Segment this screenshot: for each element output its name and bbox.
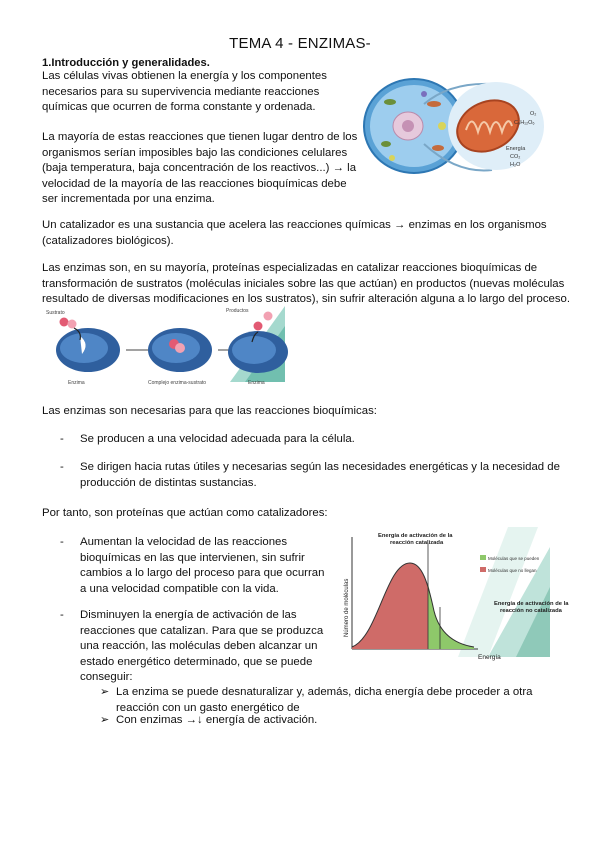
text-line: una reacción, las moléculas deben alcanzar un (80, 640, 318, 653)
text-line: Se dirigen hacia rutas útiles y necesarias según las necesidades energéticas y la necesidad de (80, 461, 560, 473)
text-line: cambios a lo largo del proceso para que ocurran (80, 567, 325, 580)
intro-paragraph-1 (42, 69, 327, 116)
text-line: Un catalizador es una sustancia que acelera las reacciones químicas → enzimas en los organismos (42, 219, 547, 231)
h2o-label: H₂O (510, 162, 521, 168)
enzyme-substrate-illustration (40, 306, 285, 388)
list-bullet: - (60, 461, 64, 473)
y-axis-label: Número de moléculas (344, 578, 350, 637)
text-line: organismos serían imposibles bajo las condiciones celulares (42, 146, 348, 159)
text-line: La enzima se puede desnaturalizar y, además, dicha energía debe proceder a otra (116, 686, 533, 698)
text-line: a una velocidad compatible con la vida. (80, 582, 279, 595)
catalyzed-label: reacción catalizada (390, 540, 444, 546)
text-line: (catalizadores biológicos). (42, 234, 174, 247)
o2-label: O₂ (530, 111, 537, 117)
text-line: Con enzimas →↓ energía de activación. (116, 714, 318, 726)
uncatalyzed-label: reacción no catalizada (500, 608, 562, 614)
text-line: necesarios para su supervivencia mediante reacciones (42, 85, 320, 98)
sub-list-item (116, 685, 532, 716)
list-bullet: - (60, 536, 64, 548)
complejo-label: Complejo enzima-sustrato (148, 380, 207, 386)
productos-label: Productos (226, 308, 249, 314)
catalysts-intro: Por tanto, son proteínas que actúan como catalizadores: (42, 507, 328, 519)
text-line: Las células vivas obtienen la energía y los componentes (42, 70, 327, 82)
intro-paragraph-2 (42, 130, 357, 208)
text-line: transformación de sustratos (moléculas iniciales sobre las que actúan) en productos (nuevas moléculas (42, 277, 565, 290)
text-line: velocidad de la mayoría de las reacciones bioquímicas debe (42, 177, 347, 190)
enzima-label: Enzima (68, 380, 85, 386)
list-item (80, 608, 323, 686)
text-line: producción de distintas sustancias. (80, 476, 257, 489)
list-item (80, 432, 355, 448)
necessity-intro: Las enzimas son necesarias para que las reacciones bioquímicas: (42, 405, 377, 417)
x-axis-label: Energía (478, 654, 501, 661)
text-line: químicas que ocurren de forma constante y ordenada. (42, 101, 316, 114)
text-line: resultado de diversas modificaciones en los sustratos), sin sufrir alteración alguna a lo largo del proceso. (42, 293, 571, 306)
text-line: reacción con un gasto energético de (116, 701, 300, 714)
list-item (80, 460, 560, 491)
list-bullet: - (60, 609, 64, 621)
legend-label: Moléculas que se pueden (488, 556, 540, 561)
legend-label: Moléculas que no llegan (488, 568, 537, 573)
co2-label: CO₂ (510, 154, 521, 160)
section-heading: 1.Introducción y generalidades. (42, 57, 210, 69)
legend-swatch-red (480, 567, 486, 572)
list-bullet: - (60, 433, 64, 445)
glucose-label: C₆H₁₂O₆ (514, 120, 535, 126)
activation-energy-chart (338, 527, 569, 663)
text-line: ser incrementada por una enzima. (42, 193, 215, 206)
text-line: Las enzimas son, en su mayoría, proteínas especializadas en catalizar reacciones bioquímicas de (42, 262, 538, 274)
cell-mitochondria-illustration (362, 74, 552, 180)
sub-list-item (116, 713, 317, 729)
text-line: reacciones que catalizan. Para que se produzca (80, 624, 324, 637)
legend-swatch-green (480, 555, 486, 560)
text-line: bioquímicas en las que intervienen, sin sufrir (80, 551, 305, 564)
text-line: estado energético determinado, que se puede (80, 655, 313, 668)
arrow-bullet: ➢ (100, 686, 110, 698)
catalyzed-label: Energía de activación de la (378, 533, 453, 539)
sustrato-label: Sustrato (46, 310, 65, 316)
text-line: Disminuyen la energía de activación de las (80, 609, 297, 621)
page-title: TEMA 4 - ENZIMAS- (229, 35, 371, 52)
text-line: Aumentan la velocidad de las reacciones (80, 536, 288, 548)
energy-label: Energía (506, 146, 526, 152)
catalyst-paragraph (42, 218, 547, 249)
enzima-label: Enzima (248, 380, 265, 386)
uncatalyzed-label: Energía de activación de la (494, 601, 569, 607)
list-item (80, 535, 324, 597)
text-line: Se producen a una velocidad adecuada para la célula. (80, 433, 355, 445)
enzymes-paragraph (42, 261, 570, 308)
arrow-bullet: ➢ (100, 714, 110, 726)
text-line: La mayoría de estas reacciones que tienen lugar dentro de los (42, 131, 358, 143)
text-line: conseguir: (80, 671, 133, 684)
text-line: (baja temperatura, baja concentración de los reactivos...) → la (42, 162, 357, 175)
